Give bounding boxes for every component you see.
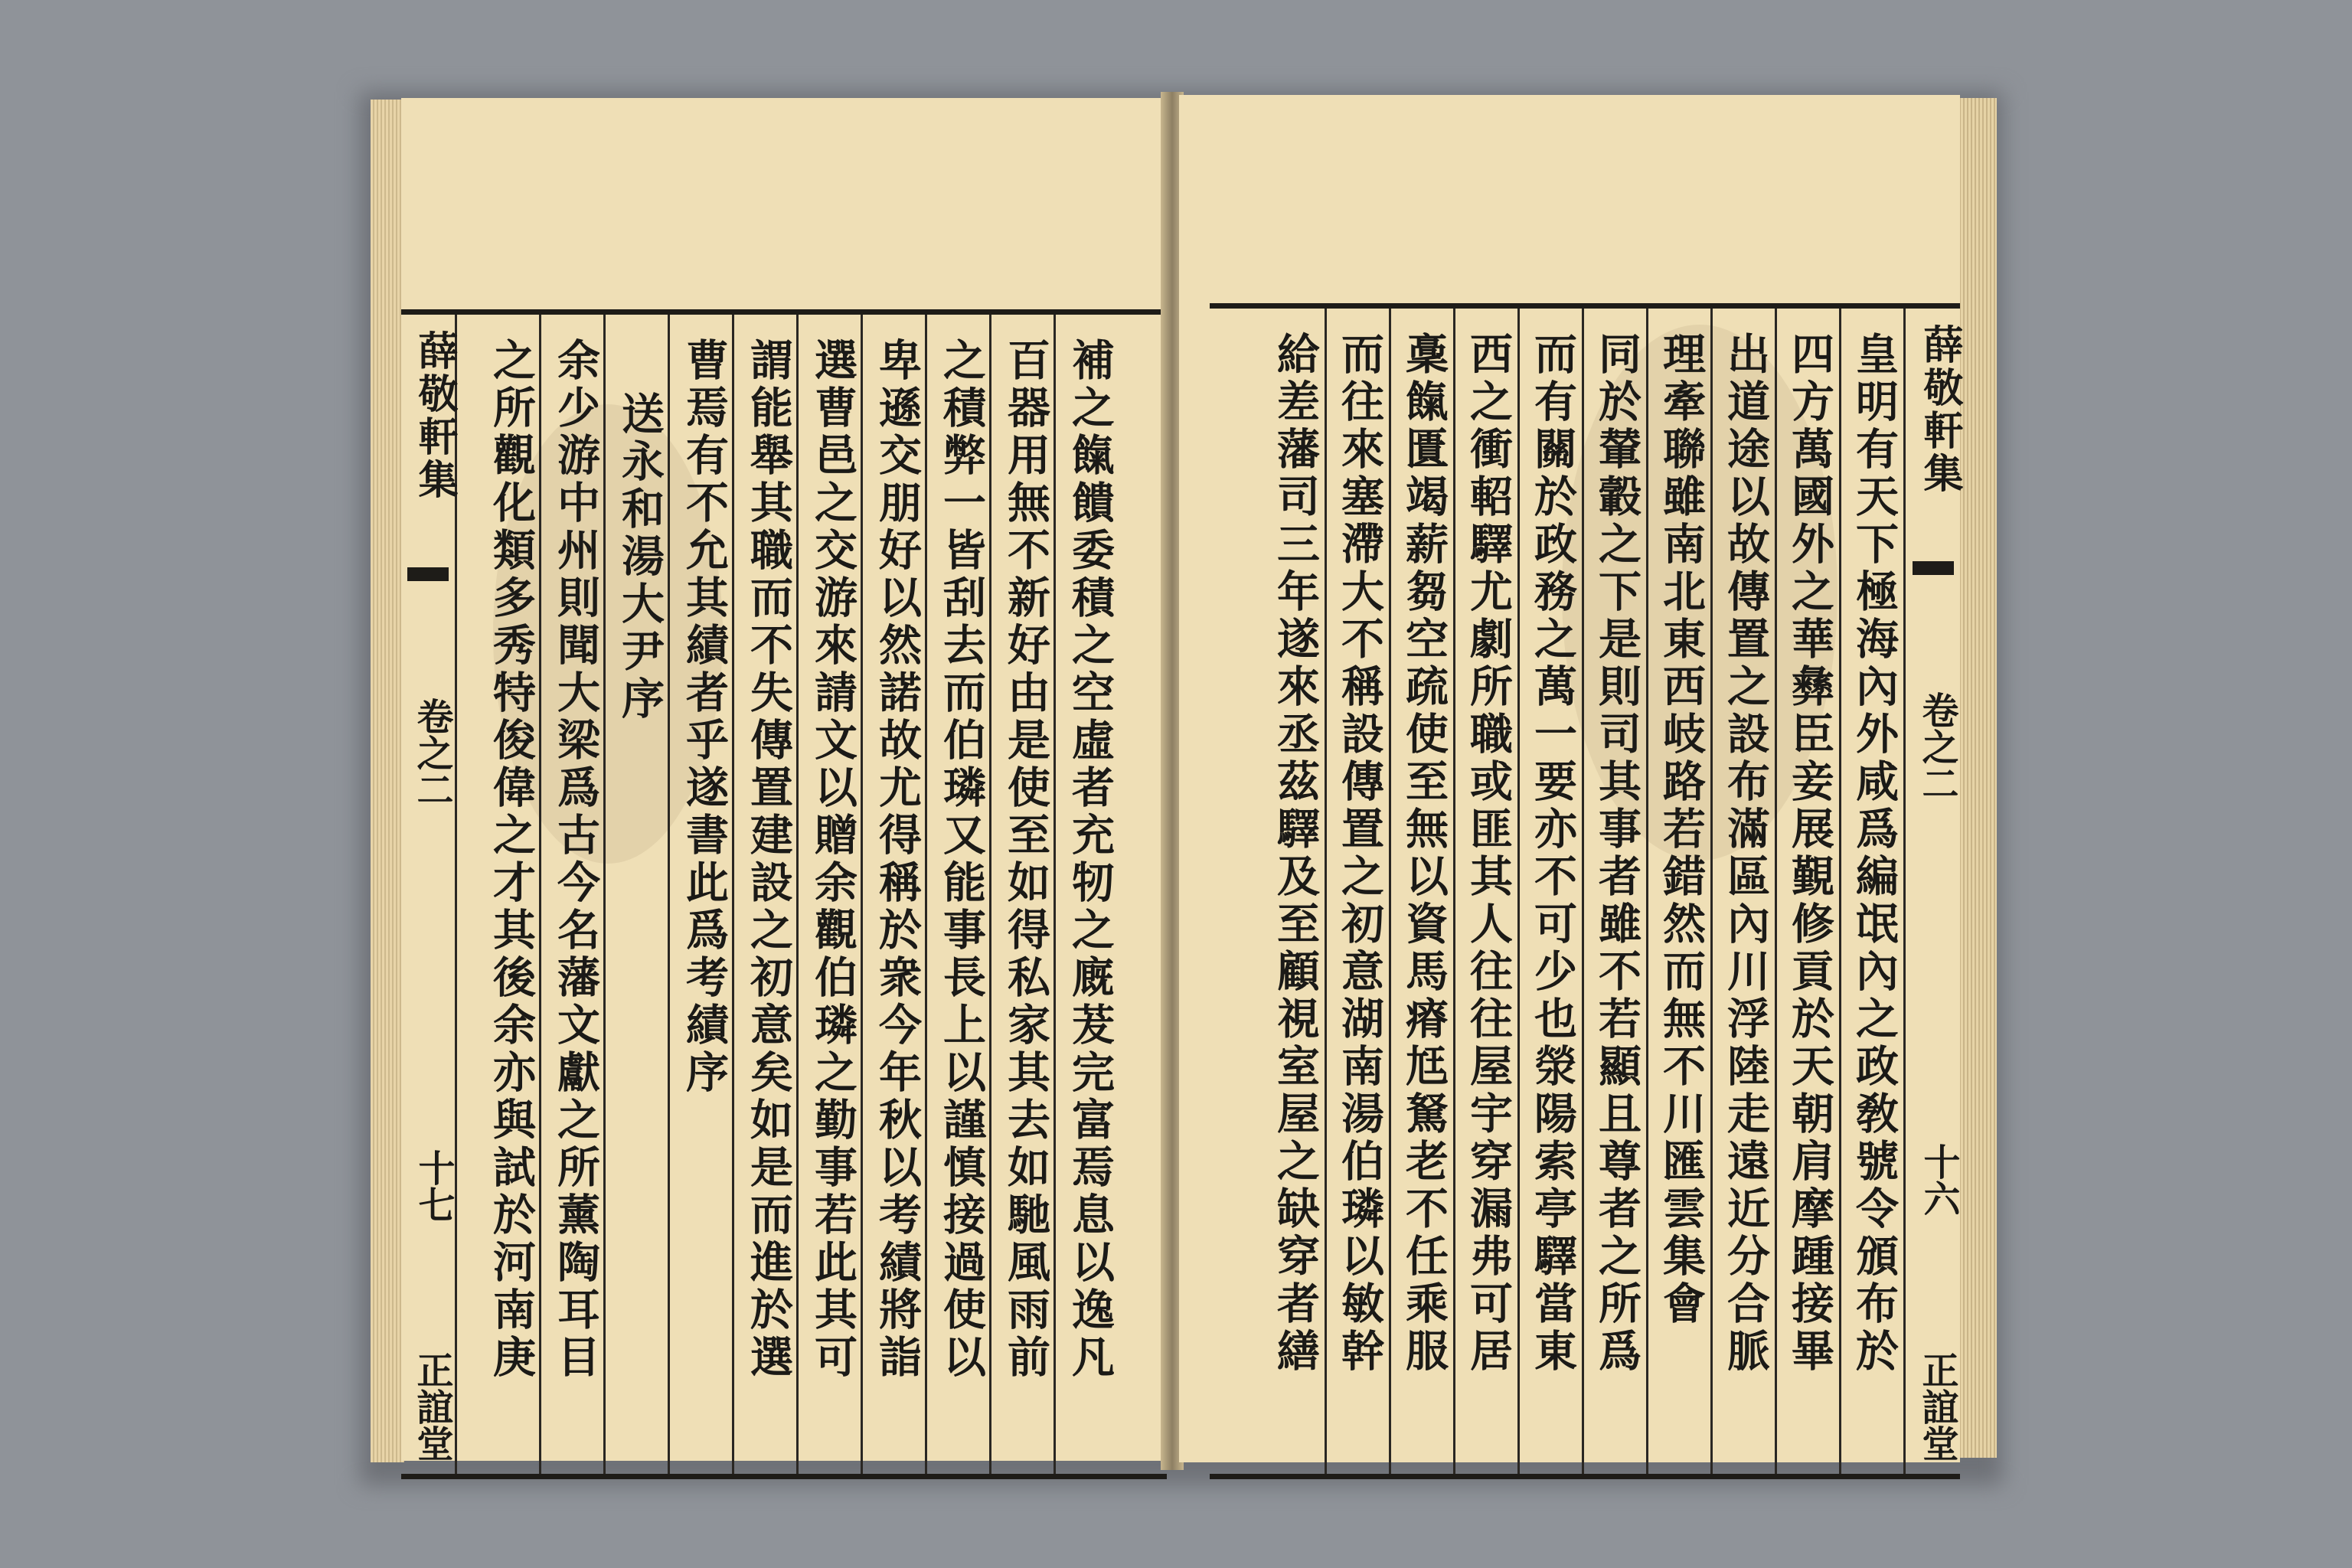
column-rule: [796, 315, 799, 1474]
text-column: [485, 315, 537, 1474]
publisher-name: 正誼堂: [1916, 1351, 1958, 1462]
column-rule: [1054, 315, 1056, 1474]
column-rule: [1903, 309, 1906, 1474]
text-column: [1784, 309, 1836, 1474]
column-rule: [925, 315, 927, 1474]
column-rule: [1710, 309, 1713, 1474]
fishtail-mark: [1913, 561, 1954, 575]
text-column: [1269, 309, 1321, 1474]
left-page: [401, 98, 1167, 1461]
column-rule: [989, 315, 991, 1474]
column-rule: [1325, 309, 1327, 1474]
essay-title-column: [614, 315, 666, 1474]
text-column: [1527, 309, 1579, 1474]
text-column: [1655, 309, 1707, 1474]
book-title: 薛敬軒集: [1916, 324, 1963, 495]
publisher-name: 正誼堂: [410, 1351, 453, 1462]
book-title: 薛敬軒集: [411, 330, 458, 501]
left-page-frame: [401, 309, 1167, 1479]
left-fore-edge: [371, 100, 404, 1462]
column-rule: [1389, 309, 1391, 1474]
right-page: [1179, 95, 1963, 1462]
volume-label: 卷之二: [410, 697, 453, 808]
column-rule: [668, 315, 670, 1474]
center-column: [401, 315, 458, 1474]
fishtail-mark: [407, 567, 449, 581]
center-column: [1906, 309, 1963, 1474]
column-text: 之積弊一皆刮去而伯璘又能事長上以謹慎接過使以: [936, 338, 987, 1382]
text-column: [1462, 309, 1514, 1474]
essay-title: 送永和湯大尹序: [615, 391, 665, 724]
text-column: [743, 315, 795, 1474]
right-page-frame: [1210, 303, 1963, 1479]
text-column: [1334, 309, 1386, 1474]
text-column: [1591, 309, 1643, 1474]
column-rule: [1646, 309, 1648, 1474]
column-text: 西之衝軺驛尤劇所職或匪其人往往屋宇穿漏弗可居: [1463, 332, 1514, 1376]
column-text: 謂能舉其職而不失傳置建設之初意矣如是而進於選: [743, 338, 794, 1382]
column-text: 理牽聯雖南北東西岐路若錯然而無不川匯雲集會: [1656, 332, 1707, 1328]
text-column: [807, 315, 859, 1474]
column-text: 百器用無不新好由是使至如得私家其去如馳風雨前: [1001, 338, 1051, 1382]
column-text: 余少游中州則聞大梁爲古今名藩文獻之所薰陶耳目: [550, 338, 601, 1382]
column-text: 選曹邑之交游來請文以贈余觀伯璘之勤事若此其可: [808, 338, 858, 1382]
text-column: [678, 315, 730, 1474]
column-rule: [1582, 309, 1584, 1474]
column-rule: [1839, 309, 1841, 1474]
column-rule: [1453, 309, 1455, 1474]
text-column: [1000, 315, 1052, 1474]
column-rule: [603, 315, 606, 1474]
column-text: 曹焉有不允其績者乎遂書此爲考績序: [679, 338, 730, 1097]
text-column: [936, 315, 988, 1474]
column-text: 同於輦轂之下是則司其事者雖不若顯且尊者之所爲: [1592, 332, 1642, 1376]
column-text: 而有關於政務之萬一要亦不可少也滎陽索亭驛當東: [1527, 332, 1578, 1376]
column-text: 出道途以故傳置之設布滿區內川浮陸走遠近分合脈: [1720, 332, 1771, 1376]
column-text: 而往來塞滯大不稱設傳置之初意湖南湯伯璘以敏幹: [1334, 332, 1385, 1376]
column-rule: [732, 315, 734, 1474]
volume-label: 卷之二: [1916, 691, 1958, 802]
text-column: [1720, 309, 1772, 1474]
column-rule: [1775, 309, 1777, 1474]
column-text: 稾餼匱竭薪芻空疏使至無以資馬瘠尪駑老不任乘服: [1399, 332, 1449, 1376]
text-column: [550, 315, 602, 1474]
column-text: 四方萬國外之華彝臣妾展覲修貢於天朝肩摩踵接畢: [1785, 332, 1835, 1376]
column-text: 給差藩司三年遂來丞茲驛及至顧視室屋之缺穿者繕: [1270, 332, 1321, 1376]
text-column: [1848, 309, 1900, 1474]
column-text: 皇明有天下極海內外咸爲編氓內之政敎號令頒布於: [1849, 332, 1900, 1376]
column-text: 補之餼饋委積之空虛者充牣之廐茇完富焉息以逸凡: [1065, 338, 1116, 1382]
text-column: [1064, 315, 1116, 1474]
column-text: 卑遜交朋好以然諾故尤得稱於衆今年秋以考績將詣: [872, 338, 923, 1382]
text-column: [1398, 309, 1450, 1474]
column-rule: [861, 315, 863, 1474]
text-column: [871, 315, 923, 1474]
page-number: 十六: [1917, 1143, 1960, 1217]
page-number: 十七: [412, 1149, 455, 1223]
column-text: 之所觀化類多秀特俊偉之才其後余亦與試於河南庚: [486, 338, 537, 1382]
column-rule: [539, 315, 541, 1474]
column-rule: [1517, 309, 1520, 1474]
